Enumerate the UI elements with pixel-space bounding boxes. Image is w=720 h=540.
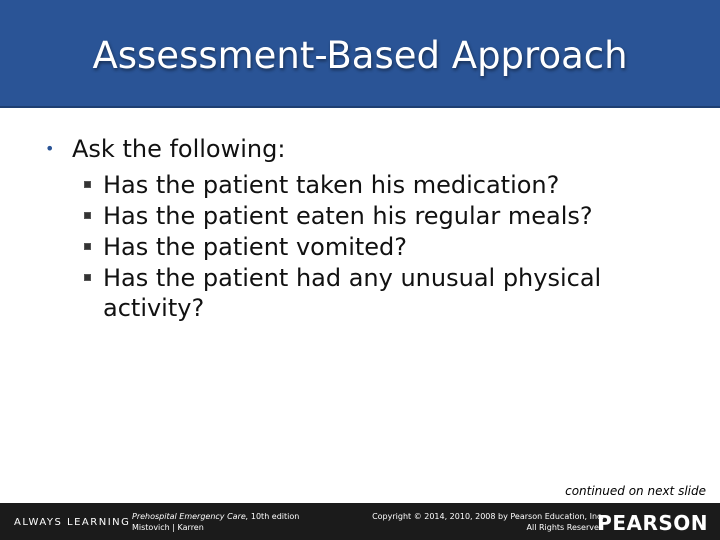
footer-tagline: ALWAYS LEARNING [14,517,131,528]
square-bullet-icon [84,181,91,188]
main-bullet-text: Ask the following: [72,135,286,163]
square-bullet-icon [84,274,91,281]
footer-book-line [132,511,299,522]
publisher-logo: PEARSON [597,511,708,535]
sub-bullet-text: Has the patient had any unusual physical activity? [103,264,602,322]
sub-bullet-text: Has the patient eaten his regular meals? [103,202,593,230]
footer-book-title: Prehospital Emergency Care, [132,512,251,521]
title-bar [0,0,720,108]
continued-note: continued on next slide [565,484,706,498]
sub-bullet-item [40,232,700,262]
slide-title: Assessment-Based Approach [92,34,628,77]
square-bullet-icon [84,243,91,250]
sub-bullet-item [40,170,700,200]
sub-bullet-text: Has the patient taken his medication? [103,171,560,199]
sub-bullet-list [40,170,700,323]
sub-bullet-item [40,263,700,323]
slide-content [40,130,700,324]
bullet-dot-icon: • [45,139,55,158]
footer-book-edition: 10th edition [250,512,300,521]
sub-bullet-item [40,201,700,231]
footer-book-info [132,511,299,533]
footer-copyright [372,511,604,533]
footer-bar [0,503,720,540]
footer-copyright-line1: Copyright © 2014, 2010, 2008 by Pearson Education, Inc. [372,512,604,521]
main-bullet [40,130,700,168]
footer-copyright-line2: All Rights Reserved [526,523,604,532]
footer-authors: Mistovich | Karren [132,523,204,532]
sub-bullet-text: Has the patient vomited? [103,233,408,261]
square-bullet-icon [84,212,91,219]
